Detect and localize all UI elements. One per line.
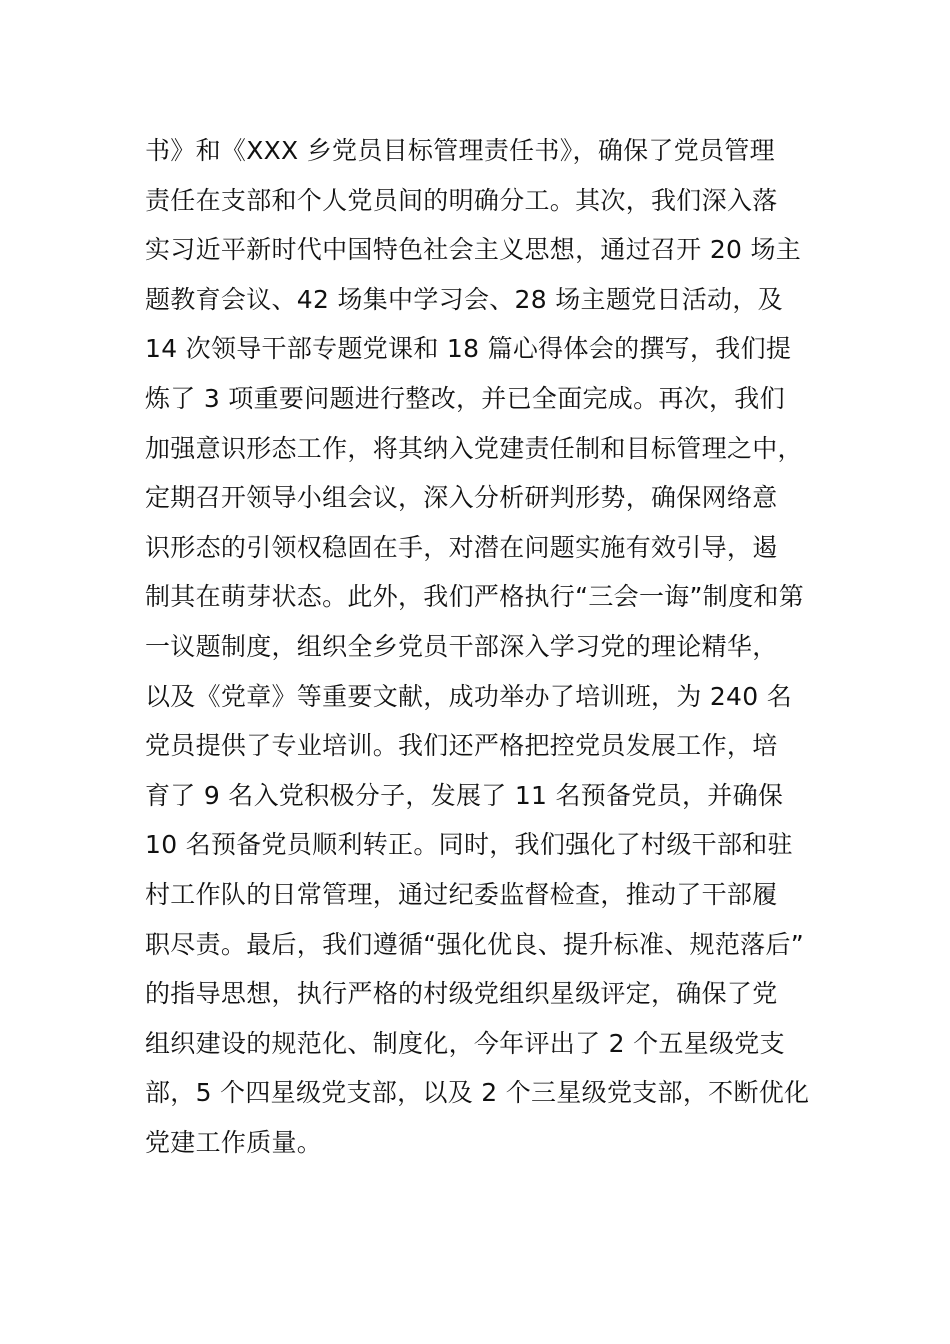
text-line: 以及《党章》等重要文献，成功举办了培训班，为 240 名 <box>145 681 793 711</box>
text-line: 10 名预备党员顺利转正。同时，我们强化了村级干部和驻 <box>145 830 793 860</box>
text-line: 职尽责。最后，我们遵循“强化优良、提升标准、规范落后” <box>145 929 805 959</box>
text-line: 组织建设的规范化、制度化，今年评出了 2 个五星级党支 <box>145 1028 785 1058</box>
text-line: 党员提供了专业培训。我们还严格把控党员发展工作，培 <box>145 731 778 761</box>
text-line: 责任在支部和个人党员间的明确分工。其次，我们深入落 <box>145 185 778 215</box>
text-line: 党建工作质量。 <box>145 1127 323 1157</box>
text-line: 的指导思想，执行严格的村级党组织星级评定，确保了党 <box>145 979 778 1009</box>
text-line: 实习近平新时代中国特色社会主义思想，通过召开 20 场主 <box>145 235 802 265</box>
text-line: 加强意识形态工作，将其纳入党建责任制和目标管理之中， <box>145 433 803 463</box>
text-line: 书》和《XXX 乡党员目标管理责任书》，确保了党员管理 <box>145 136 775 165</box>
text-line: 14 次领导干部专题党课和 18 篇心得体会的撰写，我们提 <box>145 334 792 364</box>
text-line: 村工作队的日常管理，通过纪委监督检查，推动了干部履 <box>145 879 778 909</box>
body-paragraph <box>145 126 825 1167</box>
text-line: 部，5 个四星级党支部，以及 2 个三星级党支部，不断优化 <box>145 1078 810 1108</box>
text-line: 识形态的引领权稳固在手，对潜在问题实施有效引导，遏 <box>145 532 778 562</box>
text-line: 炼了 3 项重要问题进行整改，并已全面完成。再次，我们 <box>145 383 785 413</box>
text-line: 育了 9 名入党积极分子，发展了 11 名预备党员，并确保 <box>145 780 784 810</box>
text-line: 一议题制度，组织全乡党员干部深入学习党的理论精华， <box>145 631 778 661</box>
text-line: 定期召开领导小组会议，深入分析研判形势，确保网络意 <box>145 483 778 513</box>
text-line: 题教育会议、42 场集中学习会、28 场主题党日活动，及 <box>145 284 783 314</box>
text-line: 制其在萌芽状态。此外，我们严格执行“三会一诲”制度和第 <box>145 582 805 612</box>
